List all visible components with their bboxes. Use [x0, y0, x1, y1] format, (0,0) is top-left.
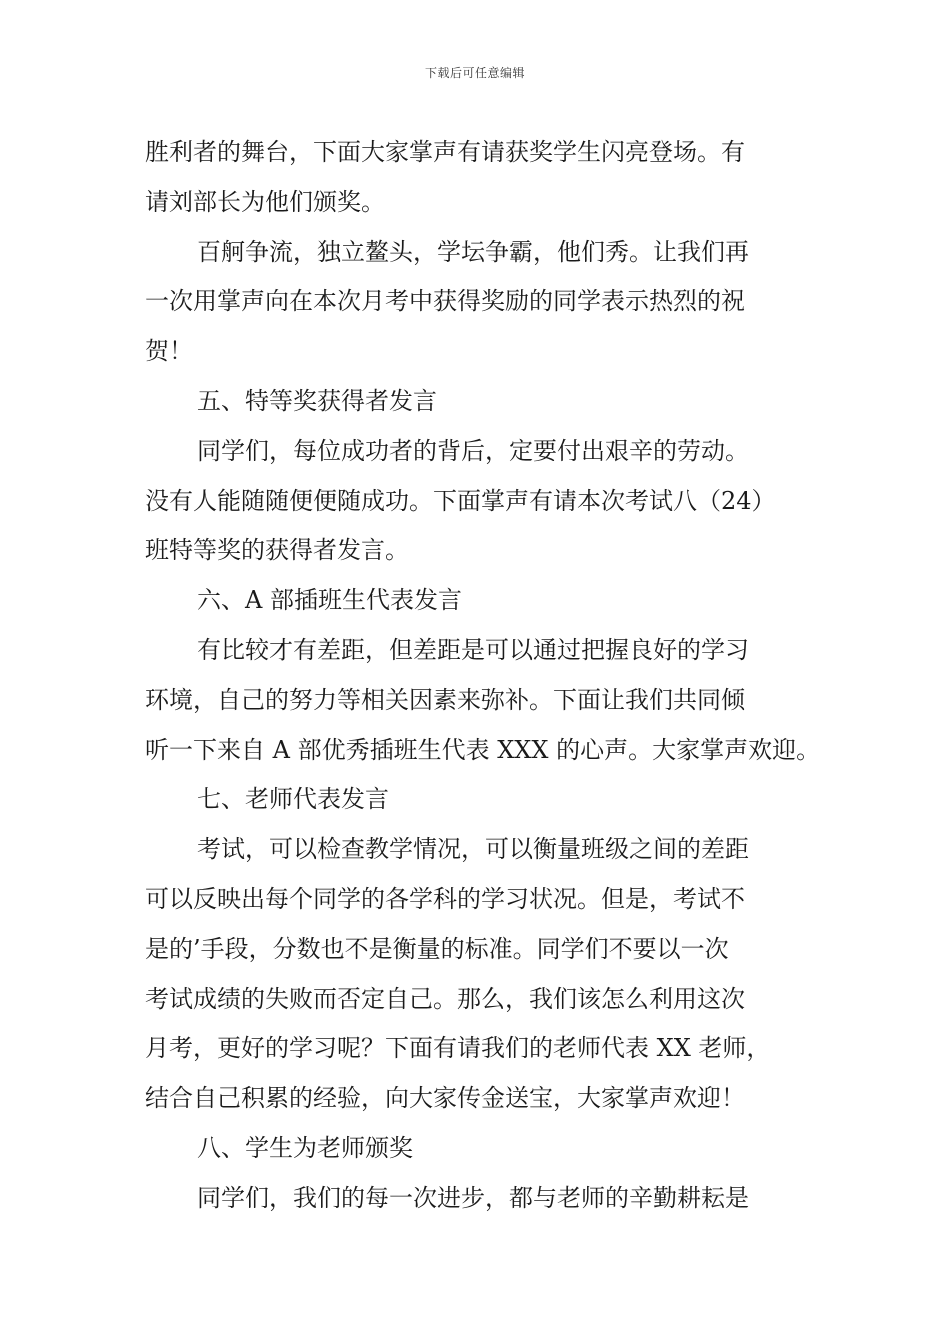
paragraph-6 — [145, 1174, 815, 1224]
text-line: 环境，自己的努力等相关因素来弥补。下面让我们共同倾 — [145, 685, 745, 714]
paragraph-4 — [145, 626, 821, 775]
section-heading-8 — [145, 1124, 815, 1174]
page-header: 下载后可任意编辑 — [424, 66, 525, 80]
text-line: 考试成绩的失败而否定自己。那么，我们该怎么利用这次 — [145, 984, 745, 1013]
text-line: 同学们，我们的每一次进步，都与老师的辛勤耕耘是 — [197, 1183, 749, 1212]
heading-text: 六、A 部插班生代表发言 — [197, 586, 462, 615]
heading-text: 五、特等奖获得者发言 — [197, 386, 437, 415]
text-line: 同学们，每位成功者的背后，定要付出艰辛的劳动。 — [197, 436, 749, 465]
text-line: 请刘部长为他们颁奖。 — [145, 187, 385, 216]
text-line: 班特等奖的获得者发言。 — [145, 536, 409, 565]
text-line: 胜利者的舞台，下面大家掌声有请获奖学生闪亮登场。有 — [145, 138, 745, 166]
text-line: 是的’手段，分数也不是衡量的标准。同学们不要以一次 — [145, 934, 729, 963]
document-body — [145, 128, 821, 1224]
text-line: 有比较才有差距，但差距是可以通过把握良好的学习 — [197, 635, 749, 664]
text-line: 贺！ — [145, 337, 193, 366]
paragraph-1 — [145, 128, 815, 228]
paragraph-2 — [145, 228, 815, 377]
text-line: 百舸争流，独立鳌头，学坛争霸，他们秀。让我们再 — [197, 237, 749, 266]
text-line: 听一下来自 A 部优秀插班生代表 XXX 的心声。大家掌声欢迎。 — [145, 735, 821, 764]
text-line: 可以反映出每个同学的各学科的学习状况。但是，考试不 — [145, 884, 745, 913]
text-line: 没有人能随随便便随成功。下面掌声有请本次考试八（24） — [145, 486, 776, 515]
text-line: 一次用掌声向在本次月考中获得奖励的同学表示热烈的祝 — [145, 287, 745, 316]
text-line: 月考，更好的学习呢？下面有请我们的老师代表 XX 老师， — [145, 1034, 771, 1063]
text-line: 考试，可以检查教学情况，可以衡量班级之间的差距 — [197, 835, 749, 864]
heading-text: 八、学生为老师颁奖 — [197, 1133, 413, 1162]
heading-text: 七、老师代表发言 — [197, 785, 389, 814]
section-heading-6 — [145, 576, 815, 626]
text-line: 结合自己积累的经验，向大家传金送宝，大家掌声欢迎！ — [145, 1084, 745, 1113]
section-heading-7 — [145, 775, 815, 825]
paragraph-3 — [145, 427, 815, 576]
paragraph-5 — [145, 825, 815, 1124]
section-heading-5 — [145, 377, 815, 427]
